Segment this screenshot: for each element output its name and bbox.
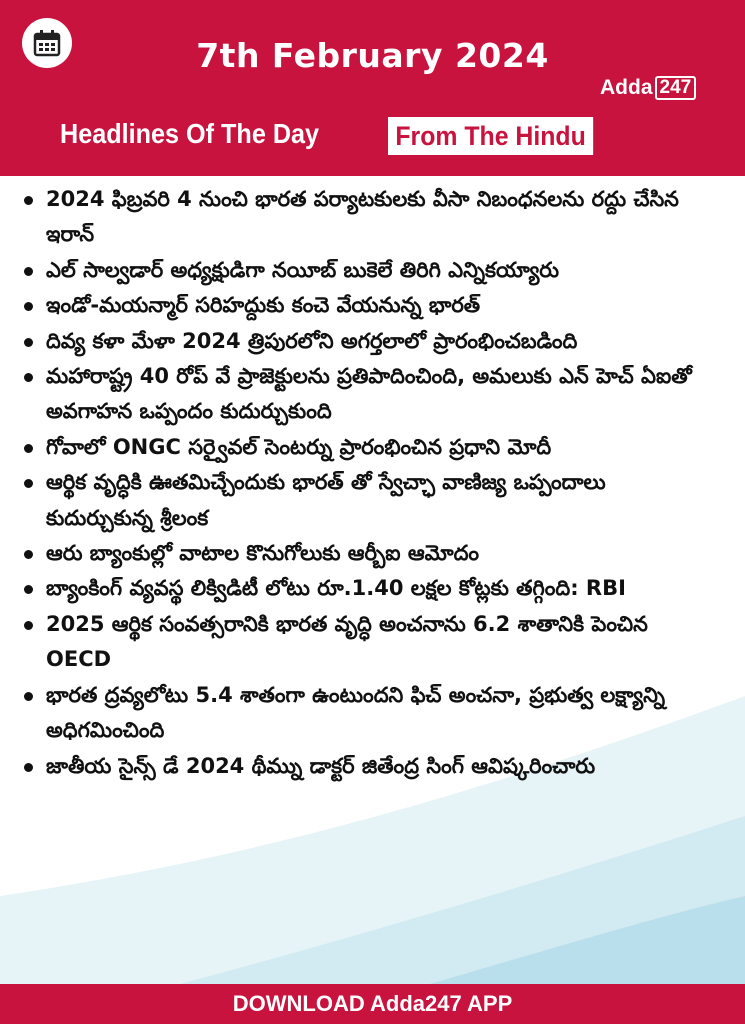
headline-item: ఆర్థిక వృద్ధికి ఊతమిచ్చేందుకు భారత్ తో స్వేచ్ఛా వాణిజ్య ఒప్పందాలు కుదుర్చుకున్న శ్రీలంక — [46, 465, 715, 536]
headline-item: ఆరు బ్యాంకుల్లో వాటాల కొనుగోలుకు ఆర్బీఐ ఆమోదం — [46, 536, 715, 571]
header-banner — [0, 0, 745, 176]
headline-item: మహారాష్ట్ర 40 రోప్ వే ప్రాజెక్టులను ప్రతిపాదించింది, అమలుకు ఎన్ హెచ్ ఏఐతో అవగాహన ఒప్పందం కుదుర్చుకుంది — [46, 359, 715, 430]
download-app-banner[interactable]: DOWNLOAD Adda247 APP — [0, 984, 745, 1024]
adda247-logo — [600, 75, 696, 101]
headline-item: 2025 ఆర్థిక సంవత్సరానికి భారత వృద్ధి అంచనాను 6.2 శాతానికి పెంచిన OECD — [46, 607, 715, 678]
brand-name: Adda — [600, 76, 653, 99]
headline-item: భారత ద్రవ్యలోటు 5.4 శాతంగా ఉంటుందని ఫిచ్ అంచనా, ప్రభుత్వ లక్ష్యాన్ని అధిగమించింది — [46, 678, 715, 749]
source-label: From The Hindu — [388, 117, 593, 155]
headline-item: జాతీయ సైన్స్ డే 2024 థీమ్ను డాక్టర్ జితేంద్ర సింగ్ ఆవిష్కరించారు — [46, 749, 715, 784]
brand-number: 247 — [655, 76, 697, 100]
headlines-label: Headlines Of The Day — [60, 118, 320, 149]
headlines-list — [0, 176, 745, 784]
headline-item: బ్యాంకింగ్ వ్యవస్థ లిక్విడిటీ లోటు రూ.1.40 లక్షల కోట్లకు తగ్గింది: RBI — [46, 571, 715, 606]
headline-item: గోవాలో ONGC సర్వైవల్ సెంటర్ను ప్రారంభించిన ప్రధాని మోదీ — [46, 430, 715, 465]
date-title: 7th February 2024 — [196, 36, 549, 75]
headline-item: దివ్య కళా మేళా 2024 త్రిపురలోని అగర్తలాలో ప్రారంభించబడింది — [46, 324, 715, 359]
headline-item: ఎల్ సాల్వడార్ అధ్యక్షుడిగా నయీబ్ బుకెలే తిరిగి ఎన్నికయ్యారు — [46, 253, 715, 288]
headline-item: ఇండో-మయన్మార్ సరిహద్దుకు కంచె వేయనున్న భారత్ — [46, 288, 715, 323]
headline-item: 2024 ఫిబ్రవరి 4 నుంచి భారత పర్యాటకులకు వీసా నిబంధనలను రద్దు చేసిన ఇరాన్ — [46, 182, 715, 253]
headlines-panel — [0, 176, 745, 984]
